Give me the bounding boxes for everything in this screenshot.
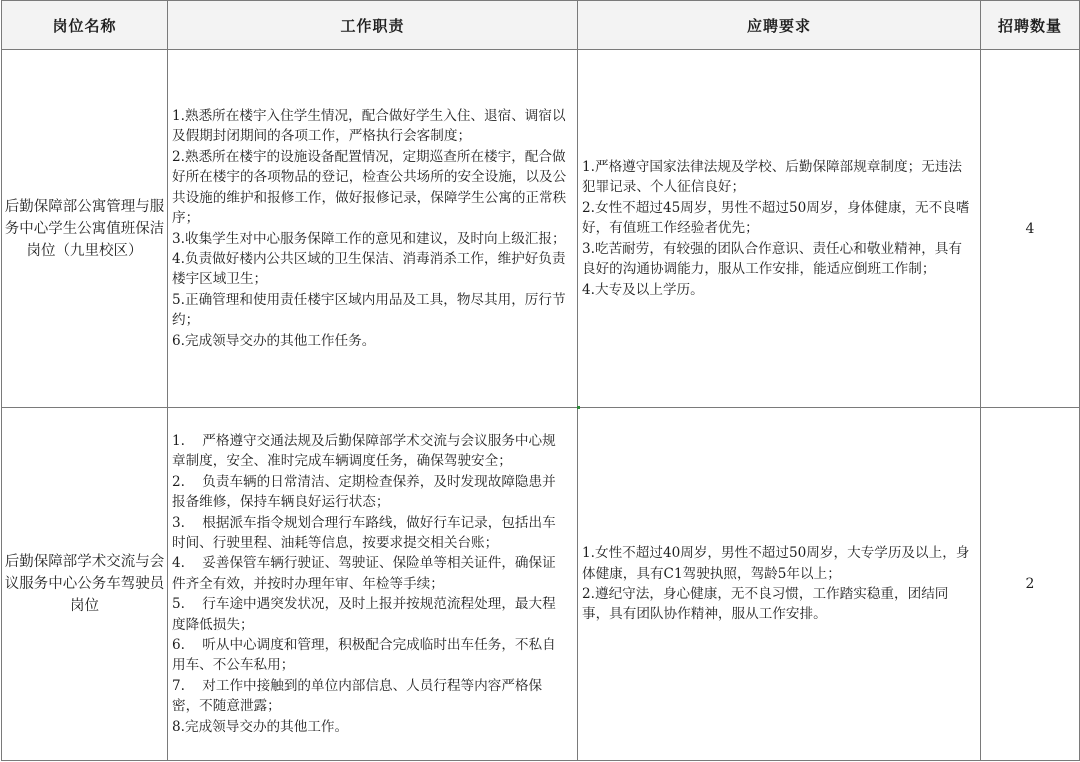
duty-item: 5. 行车途中遇突发状况，及时上报并按规范流程处理，最大程度降低损失； <box>172 596 556 633</box>
duty-item: 4.负责做好楼内公共区域的卫生保洁、消毒消杀工作，维护好负责楼宇区域卫生； <box>172 250 566 288</box>
cell-selection-marker <box>577 406 580 409</box>
duty-item: 1.熟悉所在楼宇入住学生情况，配合做好学生入住、退宿、调宿以及假期封闭期间的各项工作，严格执行会客制度； <box>172 108 566 145</box>
duty-item: 7. 对工作中接触到的单位内部信息、人员行程等内容严格保密，不随意泄露； <box>172 677 543 715</box>
requirements-cell <box>578 50 981 408</box>
requirement-item: 3.吃苦耐劳，有较强的团队合作意识、责任心和敬业精神，具有良好的沟通协调能力，服从工作安排，能适应倒班工作制； <box>582 240 962 278</box>
requirements-cell <box>578 408 981 761</box>
duty-item: 6. 听从中心调度和管理，积极配合完成临时出车任务，不私自用车、不公车私用； <box>172 637 556 674</box>
duty-item: 1. 严格遵守交通法规及后勤保障部学术交流与会议服务中心规章制度，安全、准时完成车辆调度任务，确保驾驶安全； <box>172 432 556 470</box>
requirement-item: 1.女性不超过40周岁，男性不超过50周岁，大专学历及以上，身体健康，具有C1驾驶执照，驾龄5年以上； <box>582 545 970 582</box>
count-cell: 2 <box>981 408 1080 761</box>
header-duties: 工作职责 <box>168 1 578 50</box>
duties-cell <box>168 50 578 408</box>
header-count: 招聘数量 <box>981 1 1080 50</box>
duty-item: 6.完成领导交办的其他工作任务。 <box>172 332 376 349</box>
position-name-cell: 后勤保障部公寓管理与服务中心学生公寓值班保洁岗位（九里校区） <box>2 50 168 408</box>
duty-item: 8.完成领导交办的其他工作。 <box>172 718 349 735</box>
duty-item: 5.正确管理和使用责任楼宇区域内用品及工具，物尽其用，厉行节约； <box>172 291 566 329</box>
duty-item: 3. 根据派车指令规划合理行车路线，做好行车记录，包括出车时间、行驶里程、油耗等信息，按要求提交相关台账； <box>172 514 556 551</box>
table-row <box>2 50 1080 408</box>
requirement-item: 4.大专及以上学历。 <box>582 281 704 298</box>
position-name-cell: 后勤保障部学术交流与会议服务中心公务车驾驶员岗位 <box>2 408 168 761</box>
duty-item: 3.收集学生对中心服务保障工作的意见和建议，及时向上级汇报； <box>172 230 566 247</box>
header-position: 岗位名称 <box>2 1 168 50</box>
duty-item: 4. 妥善保管车辆行驶证、驾驶证、保险单等相关证件，确保证件齐全有效，并按时办理年审、年检等手续； <box>172 555 556 592</box>
recruitment-table-sheet <box>1 0 1079 762</box>
requirement-item: 2.女性不超过45周岁，男性不超过50周岁，身体健康，无不良嗜好，有值班工作经验者优先； <box>582 199 970 237</box>
table-header <box>2 1 1080 50</box>
duty-item: 2. 负责车辆的日常清洁、定期检查保养，及时发现故障隐患并报备维修，保持车辆良好运行状态； <box>172 473 556 511</box>
count-cell: 4 <box>981 50 1080 408</box>
requirement-item: 2.遵纪守法，身心健康，无不良习惯，工作踏实稳重，团结同事，具有团队协作精神，服从工作安排。 <box>582 586 949 623</box>
header-requirements: 应聘要求 <box>578 1 981 50</box>
recruitment-table <box>1 0 1080 761</box>
duties-cell <box>168 408 578 761</box>
requirement-item: 1.严格遵守国家法律法规及学校、后勤保障部规章制度；无违法犯罪记录、个人征信良好； <box>582 159 962 196</box>
table-row <box>2 408 1080 761</box>
duty-item: 2.熟悉所在楼宇的设施设备配置情况，定期巡查所在楼宇，配合做好所在楼宇的各项物品的登记，检查公共场所的安全设施，以及公共设施的维护和报修工作，做好报修记录，保障学生公寓的正常秩序； <box>172 148 567 227</box>
